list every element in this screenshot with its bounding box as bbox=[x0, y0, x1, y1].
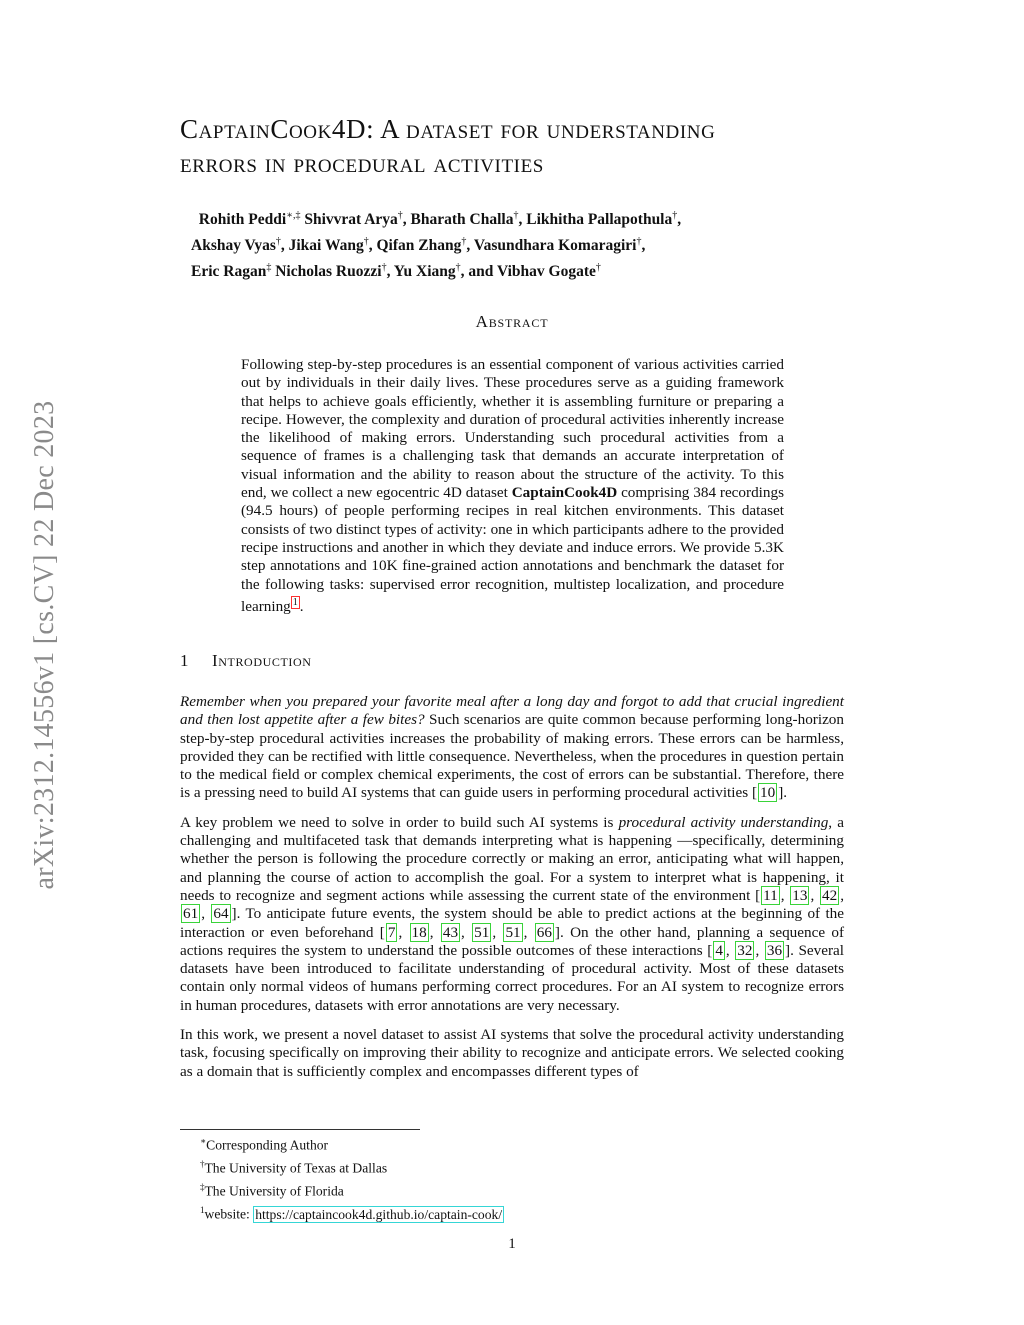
footnote-mark: 1 bbox=[200, 1205, 205, 1216]
author-name: Likhitha Pallapothula bbox=[526, 211, 673, 229]
affiliation-mark: † bbox=[461, 236, 467, 248]
affiliation-mark: † bbox=[513, 210, 519, 221]
paragraph-text: , a challenging and multifaceted task that demands interpreting what is happening —specifically, determining whether the person is following the procedure correctly or making an error, anticipating what will happen, and planning the course of action to accomplish the goal. For a system to interpret what is happening, it needs to recognize and segment actions while assessing the current state of the environment bbox=[180, 813, 845, 904]
affiliation-mark: ‡ bbox=[266, 262, 272, 274]
citation-link[interactable]: 51 bbox=[505, 923, 521, 941]
footnote-mark: † bbox=[200, 1159, 205, 1170]
footnote-text: website: bbox=[204, 1206, 254, 1222]
author-line-2: Akshay Vyas†, Jikai Wang†, Qifan Zhang†, Vasundhara Komaragiri†, bbox=[191, 236, 646, 255]
paragraph-text: . On the other hand, planning a sequence of actions requires the system to understand the possible outcomes of these interactions bbox=[180, 923, 845, 959]
section-heading-introduction bbox=[180, 651, 312, 671]
citation-link[interactable]: 36 bbox=[766, 941, 783, 959]
affiliation-mark: ∗,‡ bbox=[286, 210, 301, 221]
author-name: Shivvrat Arya bbox=[304, 211, 398, 229]
author-name: Qifan Zhang bbox=[376, 237, 462, 255]
abstract-text: comprising 384 recordings (94.5 hours) of people performing recipes in real kitchen environments. This dataset consists of two distinct types of activity: one in which participants adhere to the provided recipe instructions and another in which they deviate and induce errors. We provide 5.3K step annotations and 10K fine-grained action annotations and benchmark the dataset for the following tasks: supervised error recognition, multistep localization, and procedure learning bbox=[241, 484, 784, 615]
affiliation-mark: † bbox=[595, 262, 601, 274]
abstract-text: Following step-by-step procedures is an essential component of various activities carried out by individuals in their daily lives. These procedures serve as a guiding framework that helps to achieve goals efficiently, whether it is assembling furniture or preparing a recipe. However, the complexity and duration of procedural activities inherently increase the likelihood of making errors. Understanding such procedural activities from a sequence of frames is a challenging task that demands an accurate interpretation of visual information and the ability to reason about the structure of the activity. To this end, we collect a new egocentric 4D dataset bbox=[241, 356, 784, 502]
citation-link[interactable]: 13 bbox=[792, 886, 808, 904]
abstract-end: . bbox=[299, 597, 304, 615]
author-name: Rohith Peddi bbox=[198, 211, 287, 229]
affiliation-mark: † bbox=[672, 210, 678, 221]
dataset-name: CaptainCook4D bbox=[511, 484, 618, 502]
author-name: Nicholas Ruozzi bbox=[275, 263, 382, 281]
abstract-body bbox=[241, 356, 784, 616]
paragraph: A key problem we need to solve in order to build such AI systems is procedural activity understanding, a challenging and multifaceted task that demands interpreting what is happening —specifically, determining whether the person is following the procedure correctly or making an error, anticipating what will happen, and planning the course of action to accomplish the goal. For a system to interpret what is happening, it needs to recognize and segment actions while assessing the current state of the environment [ 11 , 13 , 42 , 61 , 64 ]. To anticipate future events, the system should be able to predict actions at the beginning of the interaction or even beforehand [ 7 , 18 , 43 , 51 , 51 , 66 ]. On the other hand, planning a sequence of actions requires the system to understand the possible outcomes of these interactions [ 4 , 32 , 36 ]. Several datasets have been introduced to facilitate understanding of procedural activity. Most of these datasets contain only normal videos of humans performing correct procedures. For an AI system to recognize errors in human procedures, datasets with error annotations are very necessary. bbox=[180, 813, 845, 1014]
affiliation-mark: † bbox=[636, 236, 642, 248]
italic-text: Remember when you prepared your favorite meal after a long day and forgot to add that crucial ingredient and then lost appetite after a few bites? bbox=[180, 693, 844, 729]
footnote bbox=[200, 1155, 504, 1178]
citation-link[interactable]: 64 bbox=[213, 905, 229, 923]
section-title: Introduction bbox=[212, 651, 312, 670]
paragraph-text: A key problem we need to solve in order to build such AI systems is bbox=[180, 813, 619, 831]
footnote-mark: ‡ bbox=[200, 1182, 205, 1193]
citation-link[interactable]: 18 bbox=[411, 923, 427, 941]
section-number: 1 bbox=[180, 651, 190, 670]
citation-link[interactable]: 7 bbox=[387, 923, 396, 941]
citation-link[interactable]: 10 bbox=[760, 784, 776, 802]
paragraph-text: Such scenarios are quite common because performing long-horizon step-by-step procedural activities increases the probability of making errors. These errors can be harmless, provided they can be rectified with little consequence. Nevertheless, when the procedures in question pertain to the medical field or complex chemical experiments, the cost of errors can be substantial. Therefore, there is a pressing need to build AI systems that can guide users in performing procedural activities bbox=[180, 711, 844, 802]
author-name: Bharath Challa bbox=[410, 211, 514, 229]
title-line-2: errors in procedural activities bbox=[180, 148, 544, 178]
paragraph-text: . To anticipate future events, the system should be able to predict actions at the beginning of the interaction or even beforehand bbox=[180, 905, 845, 941]
abstract-heading: Abstract bbox=[475, 312, 549, 331]
author-line-1: Rohith Peddi∗,‡ Shivvrat Arya†, Bharath Challa†, Likhitha Pallapothula†, bbox=[198, 210, 682, 229]
author-name: Eric Ragan bbox=[191, 263, 267, 281]
footnotes bbox=[200, 1132, 504, 1224]
arxiv-identifier: arXiv:2312.14556v1 [cs.CV] 22 Dec 2023 bbox=[29, 400, 60, 890]
citation-link[interactable]: 43 bbox=[442, 923, 459, 941]
citation-link[interactable]: 11 bbox=[763, 886, 778, 904]
author-name: Yu Xiang bbox=[393, 263, 456, 281]
author-name: and Vibhav Gogate bbox=[468, 263, 596, 281]
arxiv-sidebar-stamp bbox=[30, 345, 60, 945]
footnote-divider bbox=[180, 1129, 420, 1130]
footnote-text: Corresponding Author bbox=[206, 1137, 329, 1153]
paragraph-text: . Several datasets have been introduced to facilitate understanding of procedural activity. Most of these datasets contain only normal videos of humans performing correct procedures. For an AI system to recognize errors in human procedures, datasets with error annotations are very necessary. bbox=[180, 941, 845, 1014]
footnote-text: The University of Texas at Dallas bbox=[204, 1160, 388, 1176]
footnote-text: The University of Florida bbox=[204, 1183, 344, 1199]
affiliation-mark: † bbox=[275, 236, 281, 248]
citation-link[interactable]: 51 bbox=[474, 923, 490, 941]
footnote-mark: ∗ bbox=[200, 1136, 207, 1146]
page-number: 1 bbox=[508, 1236, 516, 1252]
author-name: Akshay Vyas bbox=[191, 237, 276, 255]
website-link[interactable]: https://captaincook4d.github.io/captain-cook/ bbox=[255, 1206, 503, 1222]
author-name: Jikai Wang bbox=[288, 237, 364, 255]
citation-link[interactable]: 61 bbox=[183, 905, 199, 923]
introduction-body bbox=[180, 693, 844, 1092]
author-line-3: Eric Ragan‡ Nicholas Ruozzi†, Yu Xiang†, and Vibhav Gogate† bbox=[191, 262, 601, 281]
paper-title bbox=[180, 112, 860, 180]
paragraph: Remember when you prepared your favorite meal after a long day and forgot to add that crucial ingredient and then lost appetite after a few bites? Such scenarios are quite common because performing long-horizon step-by-step procedural activities increases the probability of making errors. These errors can be harmless, provided they can be rectified with little consequence. Nevertheless, when the procedures in question pertain to the medical field or complex chemical experiments, the cost of errors can be substantial. Therefore, there is a pressing need to build AI systems that can guide users in performing procedural activities [ 10 ]. bbox=[180, 693, 844, 802]
affiliation-mark: † bbox=[381, 262, 387, 274]
affiliation-mark: † bbox=[455, 262, 461, 274]
footnote bbox=[200, 1201, 504, 1224]
footnote bbox=[200, 1132, 504, 1155]
author-list bbox=[191, 205, 841, 283]
citation-link[interactable]: 66 bbox=[536, 923, 552, 941]
footnote bbox=[200, 1178, 504, 1201]
footnote-link[interactable]: 1 bbox=[292, 596, 298, 608]
author-name: Vasundhara Komaragiri bbox=[473, 237, 637, 255]
affiliation-mark: † bbox=[363, 236, 369, 248]
paragraph: In this work, we present a novel dataset to assist AI systems that solve the procedural activity understanding task, focusing specifically on improving their ability to recognize and anticipate errors. We selected cooking as a domain that is sufficiently complex and encompasses different types of bbox=[180, 1026, 844, 1080]
affiliation-mark: † bbox=[397, 210, 403, 221]
citation-link[interactable]: 42 bbox=[822, 886, 838, 904]
italic-text: procedural activity understanding bbox=[618, 813, 829, 831]
citation-link[interactable]: 4 bbox=[715, 941, 723, 959]
citation-link[interactable]: 32 bbox=[737, 941, 753, 959]
title-line-1: CaptainCook4D: A dataset for understanding bbox=[180, 114, 716, 144]
